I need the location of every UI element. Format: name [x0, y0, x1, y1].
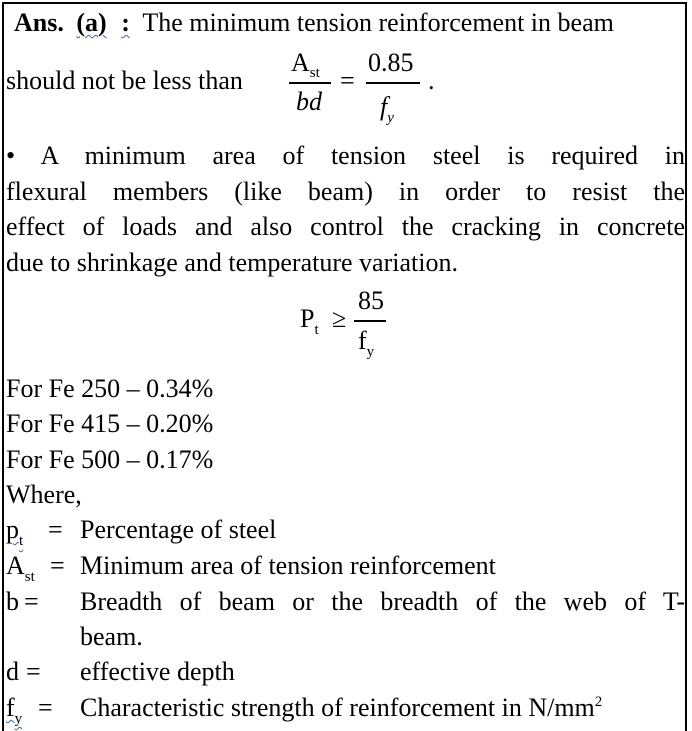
answer-heading: [14, 8, 614, 38]
def-ast-eq: =: [50, 551, 65, 580]
answer-label-colon: :: [121, 8, 130, 37]
def-fy-desc-sup: 2: [594, 694, 603, 710]
def-ast-term-var: A: [6, 551, 25, 580]
def-ast-desc: Minimum area of tension reinforcement: [80, 551, 496, 580]
formula1-num-var: A: [291, 48, 310, 77]
def-fy-term: [6, 693, 22, 727]
def-b-eq: =: [24, 587, 39, 616]
def-d-desc: effective depth: [80, 657, 235, 686]
def-fy-desc-text: Characteristic strength of reinforcement in N/mm: [80, 693, 595, 722]
def-b-desc: Breadth of beam or the breadth of the web of T-: [80, 587, 685, 616]
formula2-lhs-sub: t: [314, 322, 319, 338]
def-d-term: d: [6, 657, 19, 686]
answer-label-ans: Ans.: [14, 8, 64, 37]
def-b-desc-cont: beam.: [80, 622, 143, 651]
def-pt-desc: Percentage of steel: [80, 515, 277, 544]
formula2-lhs-var: P: [300, 304, 315, 333]
formula2-den: [358, 326, 374, 360]
grade-fe250: For Fe 250 – 0.34%: [6, 374, 214, 403]
def-ast-term: [6, 551, 35, 585]
formula2-relation: ≥: [332, 304, 347, 333]
formula1-end: .: [428, 66, 435, 95]
formula1-rhs-den-var: f: [380, 92, 388, 121]
bullet-line-1: [6, 141, 685, 171]
bullet-symbol: •: [6, 141, 16, 170]
formula2-bar: [354, 320, 386, 322]
formula1-rhs-den-sub: y: [387, 110, 394, 126]
def-fy-term-sub: y: [14, 711, 23, 727]
grade-fe415: For Fe 415 – 0.20%: [6, 409, 214, 438]
formula1-num: [291, 48, 320, 82]
formula2-lhs: [300, 304, 319, 338]
answer-intro: The minimum tension reinforcement in beam: [142, 8, 614, 37]
def-pt-term: [6, 515, 23, 549]
formula2-num: 85: [358, 286, 384, 315]
bullet-line-2: flexural members (like beam) in order to resist the: [6, 177, 685, 206]
grade-fe500: For Fe 500 – 0.17%: [6, 445, 214, 474]
where-label: Where,: [6, 480, 82, 509]
def-pt-term-var: p: [6, 515, 19, 544]
formula2-den-sub: y: [366, 344, 375, 360]
formula2-den-var: f: [358, 326, 367, 355]
def-pt-eq: =: [48, 515, 63, 544]
bullet-line-4: due to shrinkage and temperature variation.: [6, 248, 458, 277]
def-fy-desc: [80, 693, 602, 727]
bullet-text-1: A minimum area of tension steel is required in: [40, 141, 685, 170]
formula1-equals: =: [340, 66, 355, 95]
formula1-rhs-den: [380, 92, 394, 126]
formula1-den: bd: [296, 87, 322, 116]
formula1-num-sub: st: [309, 65, 320, 81]
bullet-line-3: effect of loads and also control the cracking in concrete: [6, 212, 685, 241]
formula1-rhs-num: 0.85: [368, 48, 414, 77]
formula1-left-bar: [289, 82, 331, 84]
def-fy-term-var: f: [6, 693, 15, 722]
formula1-right-bar: [366, 82, 420, 84]
def-d-eq: =: [26, 657, 41, 686]
def-b-term: b: [6, 587, 19, 616]
def-ast-term-sub: st: [24, 569, 35, 585]
answer-line-2: should not be less than: [6, 66, 243, 95]
answer-label-option: (a): [76, 8, 107, 37]
def-fy-eq: =: [38, 693, 53, 722]
def-pt-term-sub: t: [19, 533, 24, 549]
